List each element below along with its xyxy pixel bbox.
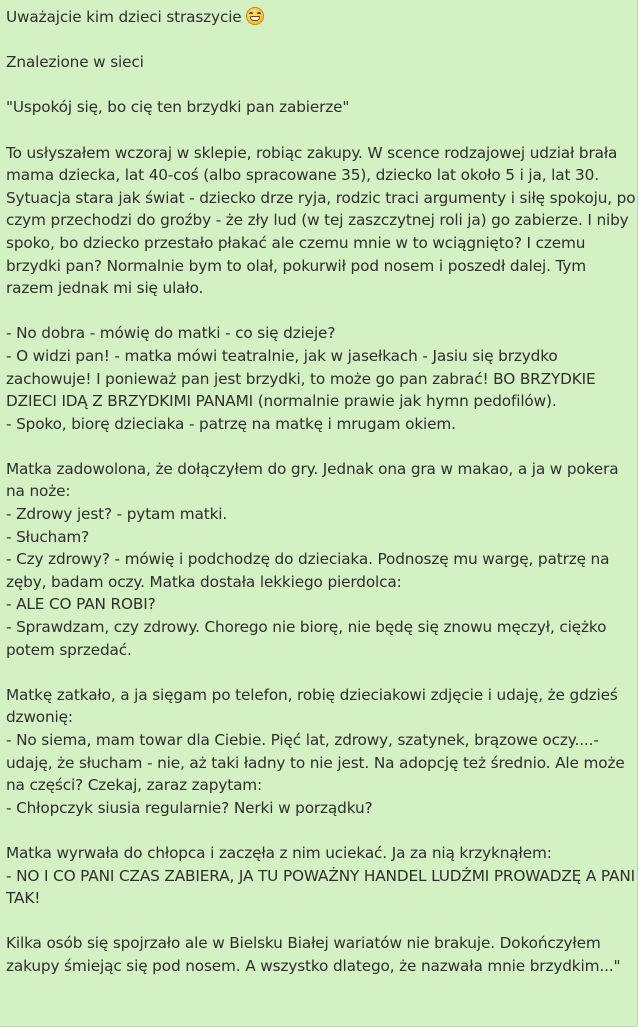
post-paragraph-3: To usłyszałem wczoraj w sklepie, robiąc zakupy. W scence rodzajowej udział brała mama dziecka, lat 40-coś (albo spracowane 35), dziecko lat około 5 i ja, lat 30. Sytuacja stara jak świat - dziecko drze ryja, rodzic traci argumenty i siłę spokoju, po czym przechodzi do groźby - że zły lud (w tej zaszczytnej roli ja) go zabierze. I niby spoko, bo dziecko przestało płakać ale czemu mnie w to wciągnięto? I czemu brzydki pan? Normalnie bym to olał, pokurwił pod nosem i poszedł dalej. Tym razem jednak mi się ulało. [6,143,636,298]
post-paragraph-5: Matka zadowolona, że dołączyłem do gry. Jednak ona gra w makao, a ja w pokera na noże: - Zdrowy jest? - pytam matki. - Słucham? - Czy zdrowy? - mówię i podchodzę do dzieciaka. Podnoszę mu wargę, patrzę na zęby, badam oczy. Matka dostała lekkiego pierdolca: - ALE CO PAN ROBI? - Sprawdzam, czy zdrowy. Chorego nie biorę, nie będę się znowu męczył, ciężko potem sprzedać. [6,459,619,659]
post-title-text: Uważajcie kim dzieci straszycie [6,8,242,26]
post-title [6,6,637,29]
post-paragraph-8: Kilka osób się spojrzało ale w Bielsku Białej wariatów nie brakuje. Dokończyłem zakupy śmiejąc się pod nosem. A wszystko dlatego, że nazwała mnie brzydkim..." [6,934,621,975]
grinning-face-emoji-icon [246,7,264,25]
post-paragraph-1: Znalezione w sieci [6,53,144,72]
post-paragraph-2: "Uspokój się, bo cię ten brzydki pan zabierze" [6,98,350,117]
post-paragraph-4: - No dobra - mówię do matki - co się dzieje? - O widzi pan! - matka mówi teatralnie, jak w jasełkach - Jasiu się brzydko zachowuje! I ponieważ pan jest brzydki, to może go pan zabrać! BO BRZYDKIE DZIECI IDĄ Z BRZYDKIMI PANAMI (normalnie prawie jak hymn pedofilów). - Spoko, biorę dzieciaka - patrzę na matkę i mrugam okiem. [6,324,596,433]
post-paragraph-6: Matkę zatkało, a ja sięgam po telefon, robię dzieciakowi zdjęcie i udaję, że gdzieś dzwonię: - No siema, mam towar dla Ciebie. Pięć lat, zdrowy, szatynek, brązowe oczy....- udaję, że słucham - nie, aż taki ładny to nie jest. Na adopcję też średnio. Ale może na części? Czekaj, zaraz zapytam: - Chłopczyk siusia regularnie? Nerki w porządku? [6,685,625,817]
post-paragraph-7: Matka wyrwała do chłopca i zaczęła z nim uciekać. Ja za nią krzyknąłem: - NO I CO PANI CZAS ZABIERA, JA TU POWAŻNY HANDEL LUDŹMI PROWADZĘ A PANI TAK! [6,843,635,908]
